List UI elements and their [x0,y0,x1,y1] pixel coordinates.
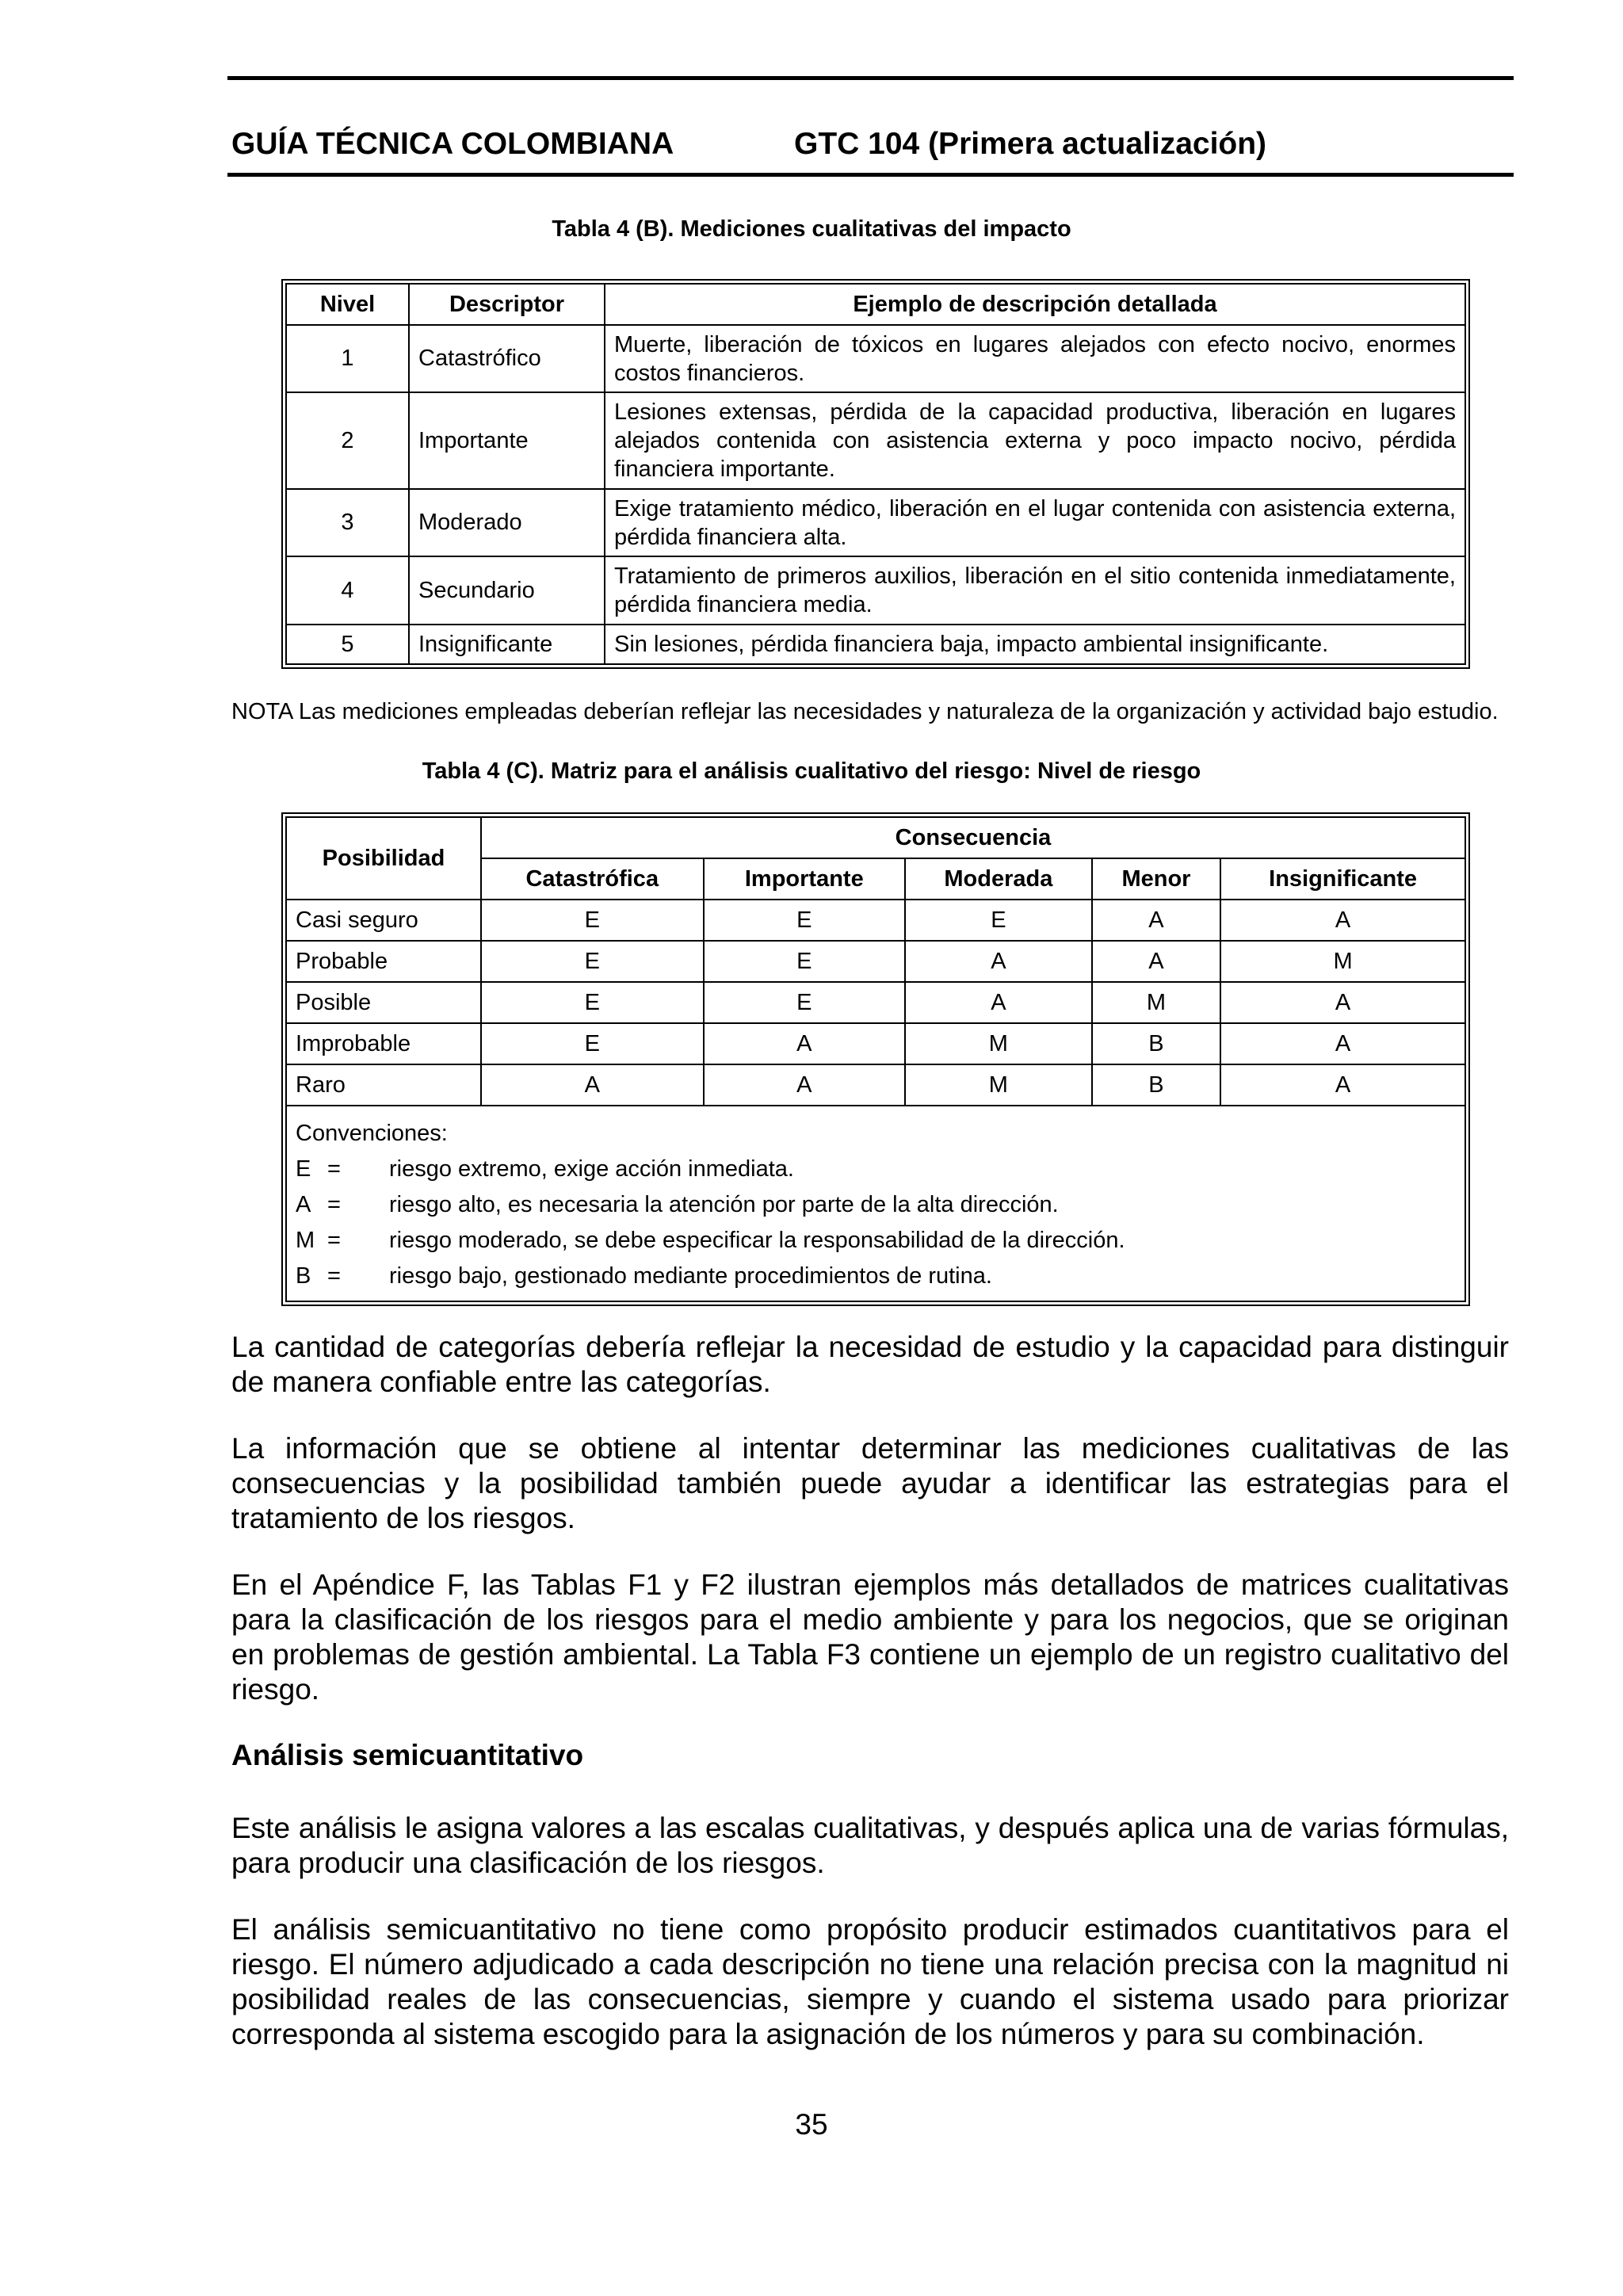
risk-cell: E [481,941,704,982]
body-paragraph: La información que se obtiene al intentar determinar las mediciones cualitativas de las consecuencias y la posibilidad también puede ayudar a identificar las estrategias para el tratamiento de los riesgos. [231,1432,1509,1534]
description-cell: Lesiones extensas, pérdida de la capacidad productiva, liberación en lugares alejados contenida con asistencia externa y poco impacto nocivo, pérdida financiera importante. [605,392,1465,489]
risk-cell: B [1092,1064,1221,1106]
descriptor-cell: Secundario [409,556,605,625]
descriptor-cell: Catastrófico [409,325,605,392]
description-cell: Exige tratamiento médico, liberación en el lugar contenida con asistencia externa, pérdida financiera alta. [605,489,1465,556]
convention-equals: = [327,1263,341,1289]
table-row [286,1064,1465,1106]
possibility-cell: Posible [286,982,481,1023]
level-cell: 4 [286,556,409,625]
body-paragraph: La cantidad de categorías debería reflejar la necesidad de estudio y la capacidad para distinguir de manera confiable entre las categorías. [231,1331,1509,1398]
body-paragraph: Este análisis le asigna valores a las escalas cualitativas, y después aplica una de varias fórmulas, para producir una clasificación de los riesgos. [231,1812,1509,1879]
table-row [286,392,1465,489]
column-header: Importante [704,858,906,900]
possibility-cell: Probable [286,941,481,982]
descriptor-cell: Insignificante [409,625,605,664]
risk-cell: A [481,1064,704,1106]
risk-cell: A [905,982,1092,1023]
convention-equals: = [327,1228,341,1253]
convention-text: riesgo extremo, exige acción inmediata. [389,1156,794,1182]
level-cell: 3 [286,489,409,556]
body-paragraph: En el Apéndice F, las Tablas F1 y F2 ilustran ejemplos más detallados de matrices cualitativas para la clasificación de los riesgos para el medio ambiente y para los negocios, que se originan en problemas de gestión ambiental. La Tabla F3 contiene un ejemplo de un registro cualitativo del riesgo. [231,1568,1509,1706]
risk-cell: E [481,982,704,1023]
table-c [281,812,1470,1306]
risk-cell: A [905,941,1092,982]
convention-item [296,1223,1456,1259]
section-heading: Análisis semicuantitativo [231,1739,584,1771]
level-cell: 5 [286,625,409,664]
table-row [286,900,1465,941]
consequence-header: Consecuencia [481,817,1465,858]
convention-text: riesgo moderado, se debe especificar la responsabilidad de la dirección. [389,1228,1125,1253]
table-b-header: Descriptor [409,284,605,325]
description-cell: Muerte, liberación de tóxicos en lugares alejados con efecto nocivo, enormes costos financieros. [605,325,1465,392]
table-row [286,625,1465,664]
risk-cell: A [704,1064,906,1106]
risk-cell: M [905,1023,1092,1064]
description-cell: Sin lesiones, pérdida financiera baja, impacto ambiental insignificante. [605,625,1465,664]
possibility-cell: Improbable [286,1023,481,1064]
risk-cell: E [704,900,906,941]
convention-key: E [296,1156,311,1182]
note: NOTA Las mediciones empleadas deberían reflejar las necesidades y naturaleza de la organización y actividad bajo estudio. [231,699,1499,724]
table-row [286,489,1465,556]
convention-item [296,1152,1456,1187]
level-cell: 1 [286,325,409,392]
column-header: Moderada [905,858,1092,900]
table-row [286,941,1465,982]
risk-cell: A [1092,900,1221,941]
table-b [281,279,1470,669]
convention-key: M [296,1228,315,1253]
convention-text: riesgo bajo, gestionado mediante procedimientos de rutina. [389,1263,992,1289]
conventions-legend [286,1106,1465,1301]
table-b-header: Nivel [286,284,409,325]
header-title: GUÍA TÉCNICA COLOMBIANA [231,127,674,161]
descriptor-cell: Importante [409,392,605,489]
risk-cell: E [704,982,906,1023]
risk-cell: E [905,900,1092,941]
page-number: 35 [795,2108,828,2141]
table-b-caption: Tabla 4 (B). Mediciones cualitativas del impacto [552,216,1071,242]
table-c-caption: Tabla 4 (C). Matriz para el análisis cualitativo del riesgo: Nivel de riesgo [422,758,1201,784]
risk-cell: A [1092,941,1221,982]
column-header: Catastrófica [481,858,704,900]
convention-equals: = [327,1156,341,1182]
table-row [286,325,1465,392]
risk-cell: E [481,900,704,941]
risk-cell: E [481,1023,704,1064]
risk-cell: A [704,1023,906,1064]
header-standard: GTC 104 (Primera actualización) [794,127,1267,161]
risk-cell: A [1220,982,1465,1023]
risk-cell: A [1220,1064,1465,1106]
table-row [286,1023,1465,1064]
table-b-header: Ejemplo de descripción detallada [605,284,1465,325]
risk-cell: B [1092,1023,1221,1064]
risk-cell: M [1092,982,1221,1023]
body-paragraph: El análisis semicuantitativo no tiene como propósito producir estimados cuantitativos para el riesgo. El número adjudicado a cada descripción no tiene una relación precisa con la magnitud ni posibilidad reales de las consecuencias, siempre y cuando el sistema usado para priorizar corresponda al sistema escogido para la asignación de los números y para su combinación. [231,1913,1509,2050]
risk-cell: A [1220,900,1465,941]
possibility-cell: Raro [286,1064,481,1106]
risk-cell: M [1220,941,1465,982]
risk-cell: M [905,1064,1092,1106]
descriptor-cell: Moderado [409,489,605,556]
table-row [286,982,1465,1023]
possibility-cell: Casi seguro [286,900,481,941]
header-rule [227,173,1514,177]
level-cell: 2 [286,392,409,489]
risk-cell: E [704,941,906,982]
convention-key: A [296,1192,311,1217]
risk-cell: A [1220,1023,1465,1064]
column-header: Menor [1092,858,1221,900]
convention-equals: = [327,1192,341,1217]
convention-text: riesgo alto, es necesaria la atención por parte de la alta dirección. [389,1192,1059,1217]
description-cell: Tratamiento de primeros auxilios, liberación en el sitio contenida inmediatamente, pérdida financiera media. [605,556,1465,625]
page-header [231,127,1511,162]
possibility-header: Posibilidad [286,817,481,900]
convention-item [296,1259,1456,1294]
conventions-title: Convenciones: [296,1121,448,1146]
column-header: Insignificante [1220,858,1465,900]
convention-key: B [296,1263,311,1289]
table-row [286,556,1465,625]
convention-item [296,1187,1456,1223]
top-rule [227,76,1514,80]
